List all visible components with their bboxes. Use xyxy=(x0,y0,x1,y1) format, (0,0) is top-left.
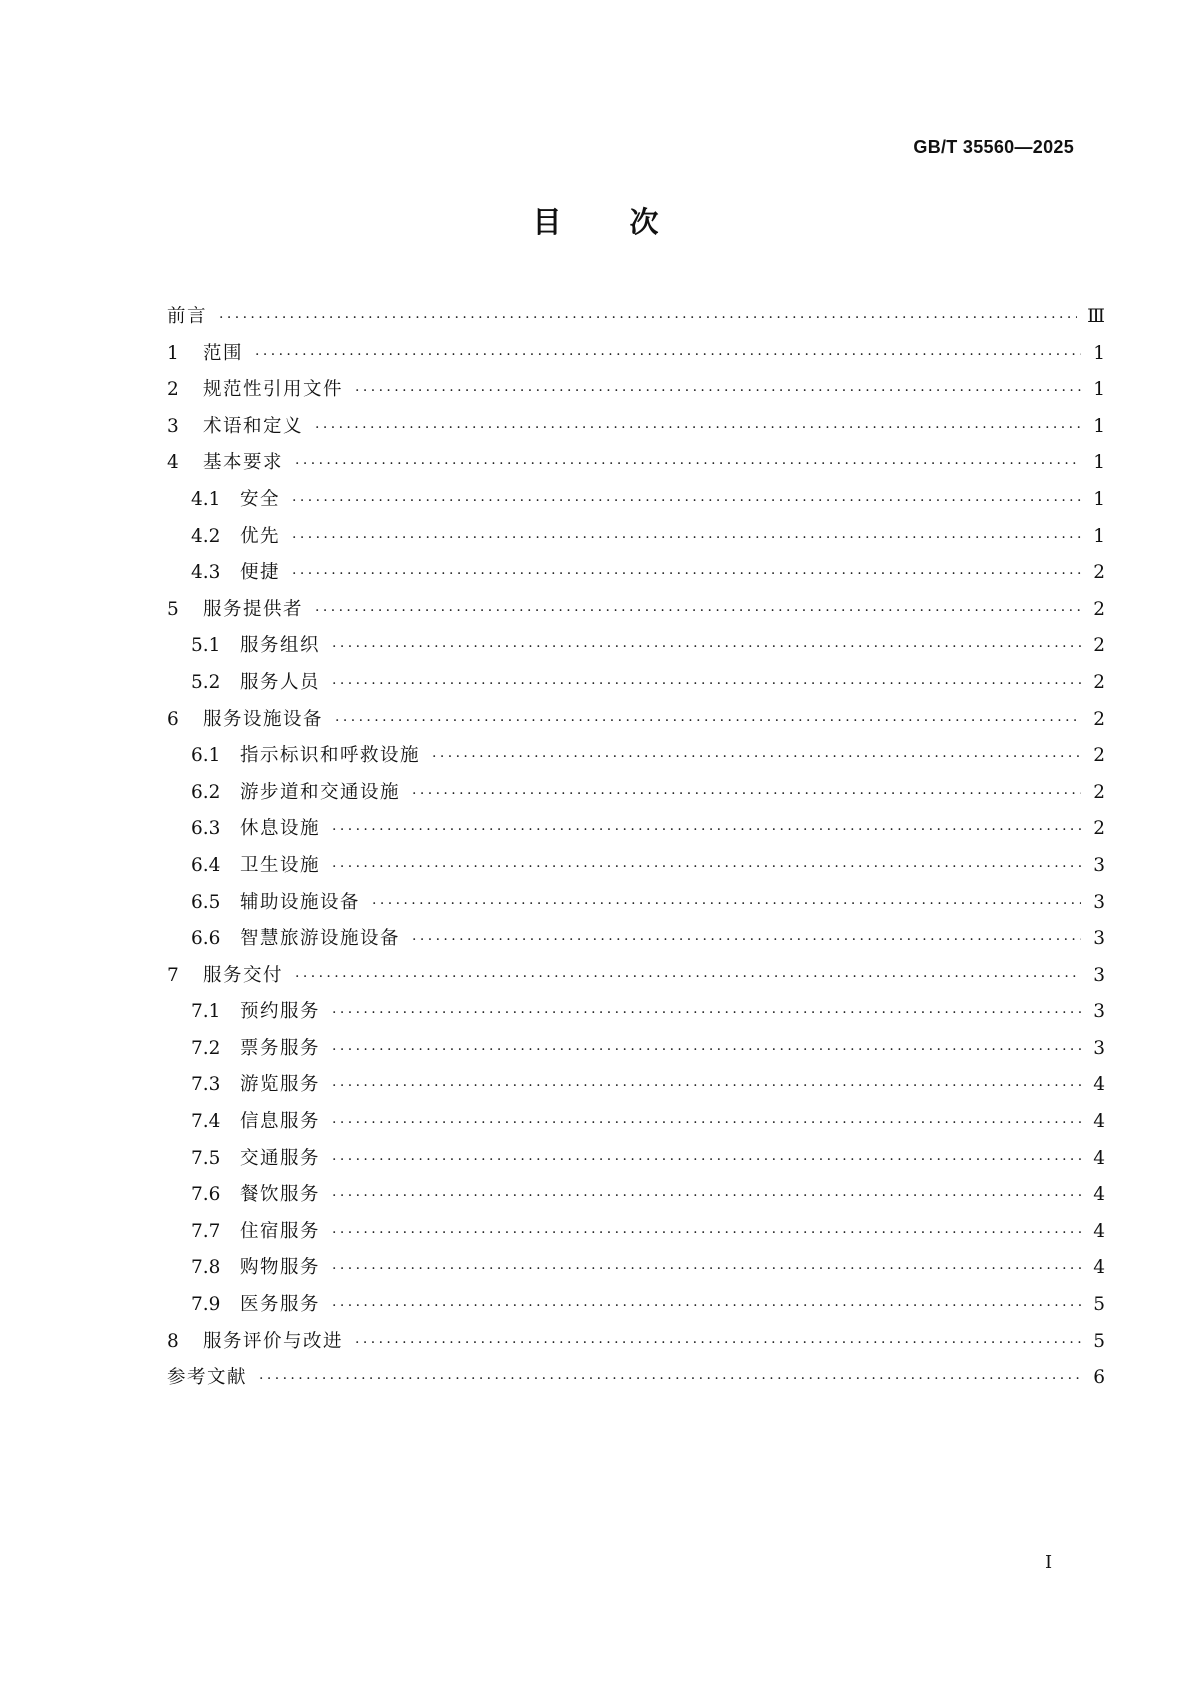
toc-dot-leader xyxy=(332,1152,1081,1168)
toc-entry-page: 3 xyxy=(1093,928,1105,950)
toc-entry-number: 7.9 xyxy=(191,1294,221,1316)
toc-entry[interactable] xyxy=(167,1034,1105,1071)
toc-entry-page: 6 xyxy=(1093,1367,1105,1389)
toc-dot-leader xyxy=(332,1078,1081,1094)
toc-entry-number: 6.3 xyxy=(191,818,221,840)
toc-entry-label: 休息设施 xyxy=(240,818,321,840)
toc-entry-page: 3 xyxy=(1093,891,1105,913)
toc-dot-leader xyxy=(332,1115,1081,1131)
toc-dot-leader xyxy=(335,713,1081,729)
toc-entry[interactable] xyxy=(167,522,1105,559)
toc-entry-page: 1 xyxy=(1093,342,1105,364)
toc-entry[interactable] xyxy=(167,997,1105,1034)
toc-entry-label: 前言 xyxy=(167,306,208,327)
toc-entry-label: 便捷 xyxy=(240,562,281,584)
toc-dot-leader xyxy=(332,1005,1081,1021)
toc-entry-page: 1 xyxy=(1093,452,1105,474)
toc-dot-leader xyxy=(315,603,1081,619)
toc-entry-number: 5.1 xyxy=(191,635,221,657)
toc-entry-page: 3 xyxy=(1093,854,1105,876)
toc-entry-page: 4 xyxy=(1093,1220,1105,1242)
toc-entry-number: 7.3 xyxy=(191,1074,221,1096)
toc-dot-leader xyxy=(332,639,1081,655)
toc-entry-number: 7.2 xyxy=(191,1037,221,1059)
toc-entry-number: 6.4 xyxy=(191,854,221,876)
toc-entry-number: 4.1 xyxy=(191,488,221,510)
toc-entry[interactable] xyxy=(167,851,1105,888)
toc-dot-leader xyxy=(412,786,1081,802)
toc-entry-label: 购物服务 xyxy=(240,1257,321,1279)
toc-entry-page: 2 xyxy=(1093,598,1105,620)
toc-entry-number: 6.1 xyxy=(191,745,221,767)
toc-dot-leader xyxy=(332,1298,1081,1314)
toc-entry[interactable] xyxy=(167,741,1105,778)
toc-entry-label: 安全 xyxy=(240,488,281,510)
toc-entry-page: 1 xyxy=(1093,415,1105,437)
toc-entry-label: 基本要求 xyxy=(203,452,284,474)
toc-dot-leader xyxy=(372,896,1081,912)
page-folio: I xyxy=(1045,1552,1053,1573)
toc-entry[interactable] xyxy=(167,1253,1105,1290)
toc-entry-number: 3 xyxy=(167,415,179,437)
toc-entry[interactable] xyxy=(167,1217,1105,1254)
toc-entry-label: 服务交付 xyxy=(203,964,284,986)
toc-entry[interactable] xyxy=(167,778,1105,815)
toc-entry[interactable] xyxy=(167,888,1105,925)
toc-entry-label: 术语和定义 xyxy=(203,415,304,437)
toc-entry-number: 4 xyxy=(167,452,179,474)
toc-entry-page: 4 xyxy=(1093,1074,1105,1096)
page-title-char: 目 xyxy=(532,205,562,239)
toc-entry-label: 餐饮服务 xyxy=(240,1184,321,1206)
toc-entry-page: 3 xyxy=(1093,964,1105,986)
toc-entry[interactable] xyxy=(167,302,1105,339)
toc-entry-page: 4 xyxy=(1093,1111,1105,1133)
toc-entry[interactable] xyxy=(167,1363,1105,1400)
toc-entry-label: 服务设施设备 xyxy=(203,708,324,730)
toc-entry-number: 7.6 xyxy=(191,1184,221,1206)
toc-entry[interactable] xyxy=(167,814,1105,851)
toc-entry-label: 指示标识和呼救设施 xyxy=(240,745,421,767)
toc-entry-label: 信息服务 xyxy=(240,1111,321,1133)
toc-entry[interactable] xyxy=(167,1144,1105,1181)
toc-entry-page: 1 xyxy=(1093,379,1105,401)
toc-entry-page: 2 xyxy=(1093,818,1105,840)
toc-dot-leader xyxy=(432,749,1081,765)
toc-entry-label: 优先 xyxy=(240,525,281,547)
toc-entry-label: 参考文献 xyxy=(167,1367,248,1389)
toc-entry-label: 住宿服务 xyxy=(240,1220,321,1242)
page-title-char: 次 xyxy=(629,205,659,239)
toc-entry-number: 7.4 xyxy=(191,1111,221,1133)
toc-entry-number: 7 xyxy=(167,964,179,986)
toc-entry[interactable] xyxy=(167,485,1105,522)
toc-entry-number: 7.1 xyxy=(191,1001,221,1023)
toc-entry-label: 游步道和交通设施 xyxy=(240,781,401,803)
toc-entry-number: 6 xyxy=(167,708,179,730)
toc-entry-page: 4 xyxy=(1093,1147,1105,1169)
toc-dot-leader xyxy=(332,676,1081,692)
toc-entry-label: 游览服务 xyxy=(240,1074,321,1096)
toc-entry-page: 3 xyxy=(1093,1037,1105,1059)
toc-dot-leader xyxy=(355,383,1081,399)
toc-dot-leader xyxy=(292,493,1081,509)
toc-entry-page: 1 xyxy=(1093,525,1105,547)
toc-entry-label: 规范性引用文件 xyxy=(203,379,344,401)
toc-entry[interactable] xyxy=(167,448,1105,485)
toc-entry-label: 卫生设施 xyxy=(240,854,321,876)
toc-dot-leader xyxy=(219,310,1077,326)
toc-entry-page: 5 xyxy=(1093,1330,1105,1352)
toc-dot-leader xyxy=(259,1371,1081,1387)
toc-entry-number: 7.5 xyxy=(191,1147,221,1169)
toc-entry[interactable] xyxy=(167,668,1105,705)
toc-entry-page: 2 xyxy=(1093,562,1105,584)
standard-code: GB/T 35560—2025 xyxy=(913,137,1074,157)
toc-entry-label: 服务提供者 xyxy=(203,598,304,620)
toc-dot-leader xyxy=(332,1042,1081,1058)
toc-entry[interactable] xyxy=(167,1070,1105,1107)
toc-entry-page: Ⅲ xyxy=(1087,306,1105,327)
table-of-contents xyxy=(167,302,1105,1400)
toc-entry[interactable] xyxy=(167,961,1105,998)
toc-entry-number: 7.7 xyxy=(191,1220,221,1242)
toc-entry-number: 5 xyxy=(167,598,179,620)
page-title xyxy=(0,200,1191,241)
toc-dot-leader xyxy=(332,859,1081,875)
toc-dot-leader xyxy=(292,566,1081,582)
toc-entry-number: 6.6 xyxy=(191,928,221,950)
toc-entry-number: 6.5 xyxy=(191,891,221,913)
toc-entry-number: 7.8 xyxy=(191,1257,221,1279)
toc-dot-leader xyxy=(332,822,1081,838)
toc-entry-number: 1 xyxy=(167,342,179,364)
toc-entry[interactable] xyxy=(167,705,1105,742)
toc-entry-label: 医务服务 xyxy=(240,1294,321,1316)
toc-entry-number: 8 xyxy=(167,1330,179,1352)
toc-entry[interactable] xyxy=(167,1107,1105,1144)
toc-entry-label: 交通服务 xyxy=(240,1147,321,1169)
toc-entry-label: 辅助设施设备 xyxy=(240,891,361,913)
toc-entry-number: 6.2 xyxy=(191,781,221,803)
toc-entry-number: 4.3 xyxy=(191,562,221,584)
toc-entry-page: 2 xyxy=(1093,708,1105,730)
toc-entry[interactable] xyxy=(167,924,1105,961)
toc-entry-page: 4 xyxy=(1093,1257,1105,1279)
toc-dot-leader xyxy=(332,1225,1081,1241)
toc-entry[interactable] xyxy=(167,595,1105,632)
toc-entry-number: 2 xyxy=(167,379,179,401)
toc-entry[interactable] xyxy=(167,1327,1105,1364)
toc-dot-leader xyxy=(332,1261,1081,1277)
toc-entry-page: 1 xyxy=(1093,488,1105,510)
toc-entry-label: 智慧旅游设施设备 xyxy=(240,928,401,950)
toc-entry[interactable] xyxy=(167,631,1105,668)
toc-entry-page: 5 xyxy=(1093,1294,1105,1316)
toc-entry[interactable] xyxy=(167,339,1105,376)
toc-dot-leader xyxy=(355,1335,1081,1351)
toc-entry-page: 2 xyxy=(1093,635,1105,657)
toc-entry[interactable] xyxy=(167,558,1105,595)
toc-entry-page: 2 xyxy=(1093,671,1105,693)
toc-dot-leader xyxy=(295,456,1081,472)
toc-entry-number: 5.2 xyxy=(191,671,221,693)
toc-entry-page: 3 xyxy=(1093,1001,1105,1023)
toc-dot-leader xyxy=(255,347,1081,363)
toc-entry-label: 范围 xyxy=(203,342,244,364)
toc-entry-label: 服务人员 xyxy=(240,671,321,693)
toc-entry[interactable] xyxy=(167,1180,1105,1217)
toc-dot-leader xyxy=(295,969,1081,985)
toc-entry[interactable] xyxy=(167,412,1105,449)
toc-entry-number: 4.2 xyxy=(191,525,221,547)
toc-entry-label: 服务评价与改进 xyxy=(203,1330,344,1352)
toc-entry-page: 4 xyxy=(1093,1184,1105,1206)
toc-entry-label: 预约服务 xyxy=(240,1001,321,1023)
toc-entry-label: 票务服务 xyxy=(240,1037,321,1059)
toc-entry[interactable] xyxy=(167,375,1105,412)
toc-dot-leader xyxy=(292,530,1081,546)
toc-entry-label: 服务组织 xyxy=(240,635,321,657)
toc-dot-leader xyxy=(332,1188,1081,1204)
toc-entry[interactable] xyxy=(167,1290,1105,1327)
toc-entry-page: 2 xyxy=(1093,745,1105,767)
toc-dot-leader xyxy=(412,932,1081,948)
toc-entry-page: 2 xyxy=(1093,781,1105,803)
toc-dot-leader xyxy=(315,420,1081,436)
